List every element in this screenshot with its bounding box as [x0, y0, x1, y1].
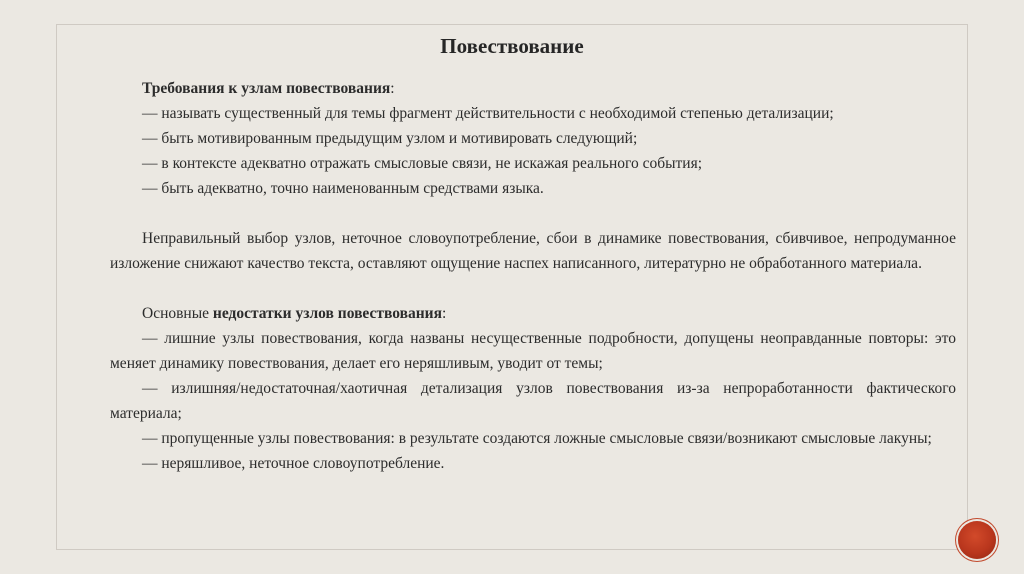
spacer: [110, 201, 956, 226]
slide-title: Повествование: [440, 34, 584, 58]
body-paragraph: Неправильный выбор узлов, неточное словоупотребление, сбои в динамике повествования, сбивчивое, непродуманное изложение снижают качество текста, оставляют ощущение наспех написанного, литературно не обработанного материала.: [110, 230, 956, 272]
drawbacks-heading-prefix: Основные: [142, 305, 213, 322]
requirements-heading-text: Требования к узлам повествования: [142, 80, 391, 97]
drawback-item: — излишняя/недостаточная/хаотичная детализация узлов повествования из-за непроработанности фактического материала;: [110, 380, 956, 422]
requirements-heading: [110, 76, 956, 101]
slide-content: [110, 76, 956, 476]
decorative-circle-icon: [958, 521, 996, 559]
requirement-item: — быть мотивированным предыдущим узлом и мотивировать следующий;: [142, 130, 638, 147]
requirement-item: — называть существенный для темы фрагмент действительности с необходимой степенью детализации;: [142, 105, 834, 122]
spacer: [110, 276, 956, 301]
drawback-item: — пропущенные узлы повествования: в результате создаются ложные смысловые связи/возникают смысловые лакуны;: [142, 430, 932, 447]
drawback-item: — неряшливое, неточное словоупотребление.: [142, 455, 445, 472]
requirement-item: — быть адекватно, точно наименованным средствами языка.: [142, 180, 544, 197]
requirements-heading-colon: :: [390, 80, 395, 97]
drawback-item: — лишние узлы повествования, когда названы несущественные подробности, допущены неоправданные повторы: это меняет динамику повествования, делает его неряшливым, уводит от темы;: [110, 330, 956, 372]
drawbacks-heading: [110, 301, 956, 326]
drawbacks-heading-colon: :: [442, 305, 447, 322]
requirement-item: — в контексте адекватно отражать смысловые связи, не искажая реального события;: [142, 155, 703, 172]
drawbacks-heading-bold: недостатки узлов повествования: [212, 305, 442, 322]
